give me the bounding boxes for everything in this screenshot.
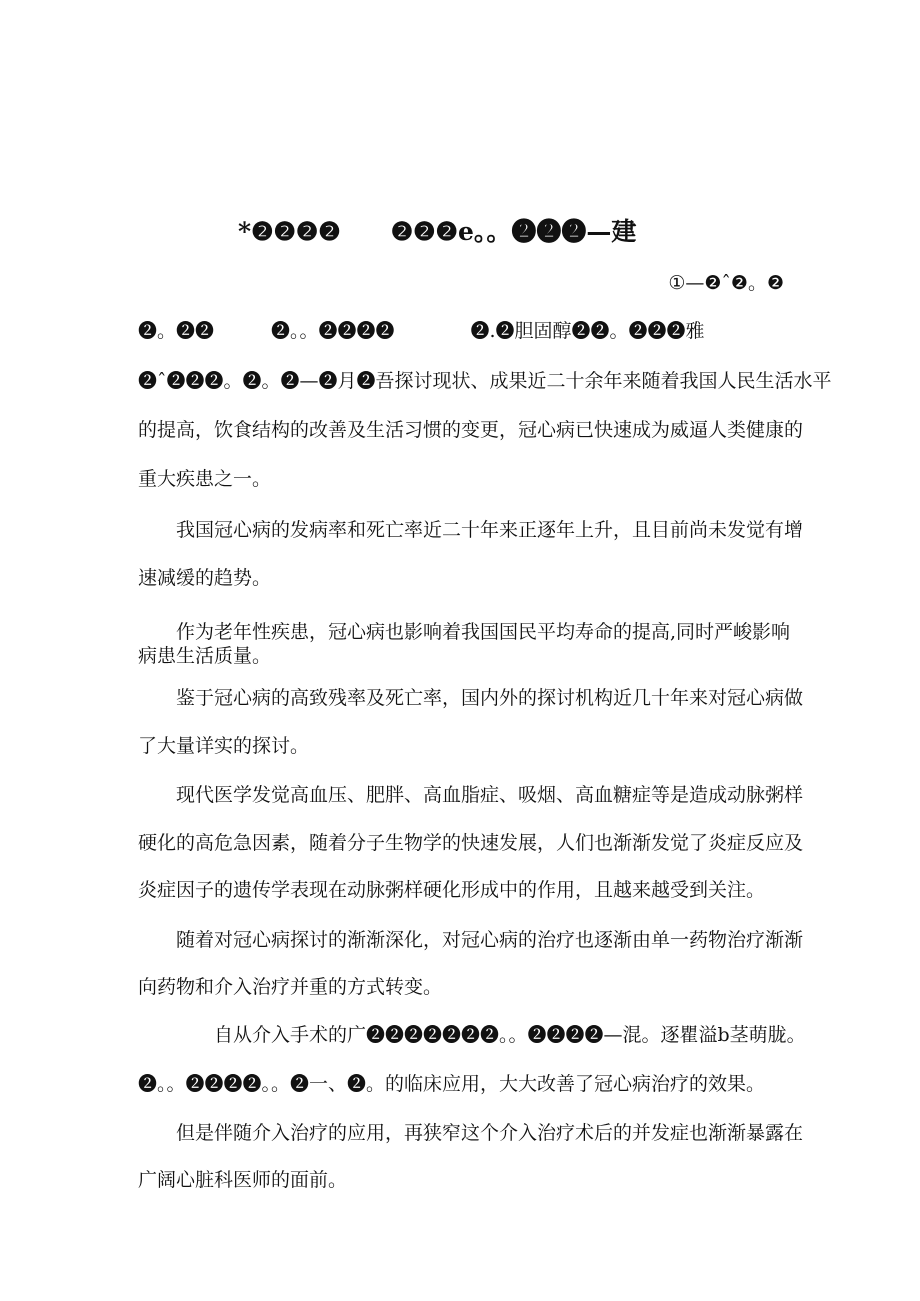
paragraph-1-line-2: 的提高，饮食结构的改善及生活习惯的变更，冠心病已快速成为威逼人类健康的 bbox=[138, 419, 804, 441]
paragraph-2-line-1: 我国冠心病的发病率和死亡率近二十年来正逐年上升，且目前尚未发觉有增 bbox=[176, 519, 804, 541]
paragraph-6-line-2: 向药物和介入治疗并重的方式转变。 bbox=[138, 976, 443, 998]
paragraph-4-line-1: 鉴于冠心病的高致残率及死亡率，国内外的探讨机构近几十年来对冠心病做 bbox=[176, 687, 804, 709]
paragraph-4-line-2: 了大量详实的探讨。 bbox=[138, 735, 310, 757]
paragraph-7-line-2: ❷。。❷❷❷❷。。❷一、❷。的临床应用，大大改善了冠心病治疗的效果。 bbox=[138, 1073, 766, 1095]
paragraph-7-line-1: 自从介入手术的广❷❷❷❷❷❷❷。。❷❷❷❷—混。逐瞿溢b茎萌胧。 bbox=[214, 1024, 806, 1046]
paragraph-5-line-1: 现代医学发觉高血压、肥胖、高血脂症、吸烟、高血糖症等是造成动脉粥样 bbox=[176, 784, 804, 806]
paragraph-1-line-3: 重大疾患之一。 bbox=[138, 468, 272, 490]
paragraph-8-line-2: 广阔心脏科医师的面前。 bbox=[138, 1169, 348, 1191]
paragraph-3-line-1: 作为老年性疾患，冠心病也影响着我国国民平均寿命的提高,同时严峻影响 bbox=[176, 621, 791, 643]
paragraph-8-line-1: 但是伴随介入治疗的应用，再狭窄这个介入治疗术后的并发症也渐渐暴露在 bbox=[176, 1122, 804, 1144]
paragraph-6-line-1: 随着对冠心病探讨的渐渐深化，对冠心病的治疗也逐渐由单一药物治疗渐渐 bbox=[176, 929, 804, 951]
paragraph-2-line-2: 速减缓的趋势。 bbox=[138, 567, 272, 589]
paragraph-1-line-1: ❷ˆ❷❷❷。❷。❷—❷月❷吾探讨现状、成果近二十余年来随着我国人民生活水平 bbox=[138, 370, 832, 392]
paragraph-3-line-2: 病患生活质量。 bbox=[138, 645, 272, 667]
document-title: *❷❷❷❷ ❷❷❷e。。❷❷❷—建 bbox=[238, 217, 637, 246]
garbled-line: ❷。❷❷ ❷。。❷❷❷❷ ❷.❷胆固醇❷❷。❷❷❷雅 bbox=[138, 320, 705, 342]
paragraph-5-line-2: 硬化的高危急因素，随着分子生物学的快速发展，人们也渐渐发觉了炎症反应及 bbox=[138, 832, 804, 854]
paragraph-5-line-3: 炎症因子的遗传学表现在动脉粥样硬化形成中的作用，且越来越受到关注。 bbox=[138, 879, 766, 901]
meta-line: ①—❷ˆ❷。❷ bbox=[668, 272, 784, 294]
